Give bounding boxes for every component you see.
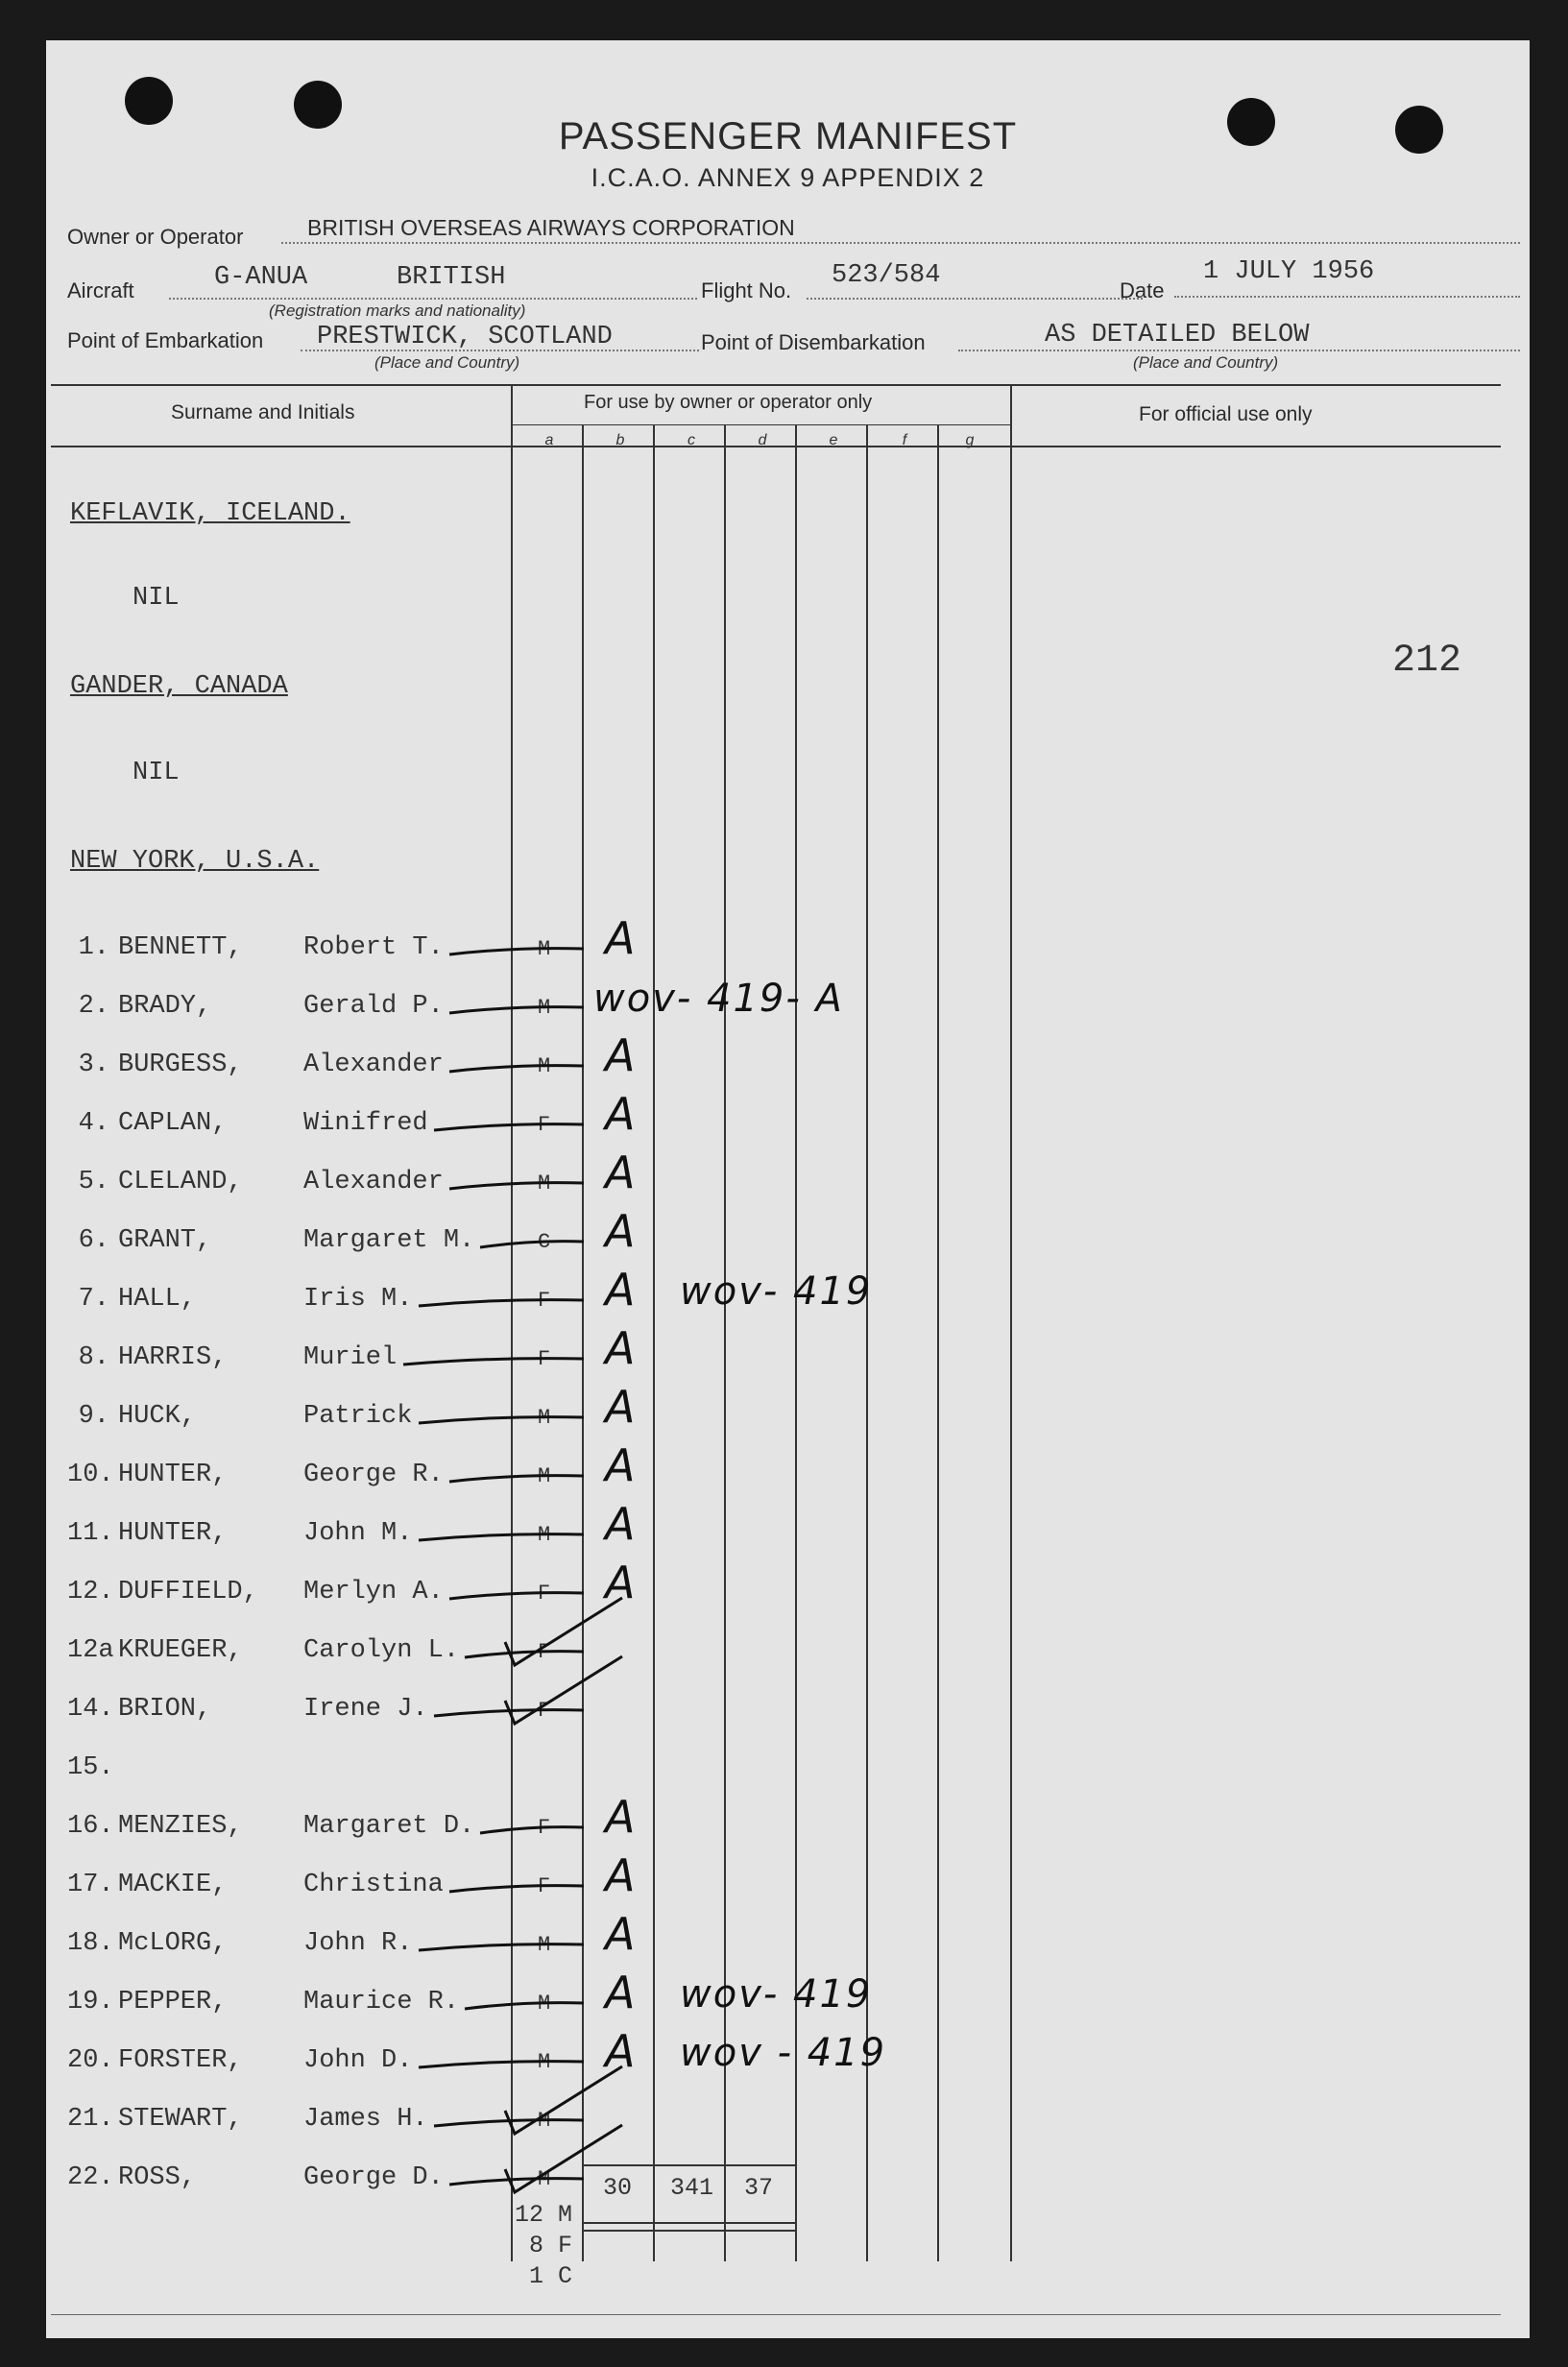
passenger-given-name: Irene J. bbox=[303, 1695, 428, 1724]
passenger-surname: HUNTER, bbox=[118, 1519, 228, 1548]
passenger-number: 19. bbox=[67, 1988, 114, 2017]
passenger-number: 6. bbox=[78, 1226, 109, 1255]
handwritten-mark: A bbox=[605, 1849, 636, 1901]
passenger-given-name: John R. bbox=[303, 1929, 413, 1958]
leader-stroke bbox=[434, 1124, 584, 1130]
handwritten-mark: A bbox=[605, 1322, 636, 1374]
checkmark-stroke bbox=[505, 2125, 622, 2192]
passenger-surname: CLELAND, bbox=[118, 1168, 243, 1196]
passenger-surname: HUNTER, bbox=[118, 1461, 228, 1489]
date-label: Date bbox=[1120, 278, 1165, 302]
leader-stroke bbox=[449, 1476, 584, 1482]
disembarkation-label: Point of Disembarkation bbox=[701, 330, 926, 354]
column-c-header: c bbox=[688, 432, 695, 448]
passenger-number: 20. bbox=[67, 2046, 114, 2075]
summary-child: 1 C bbox=[529, 2262, 573, 2290]
page-number: 212 bbox=[1392, 640, 1462, 683]
handwritten-mark: A bbox=[605, 912, 636, 964]
column-a-header: a bbox=[544, 432, 554, 448]
passenger-number: 7. bbox=[78, 1285, 109, 1314]
passenger-surname: BENNETT, bbox=[118, 933, 243, 962]
owner-label: Owner or Operator bbox=[67, 225, 244, 249]
handwritten-mark: A bbox=[605, 1147, 636, 1198]
passenger-given-name: Carolyn L. bbox=[303, 1636, 460, 1665]
passenger-sex: F bbox=[538, 1582, 551, 1606]
passenger-number: 3. bbox=[78, 1051, 109, 1079]
section-new-york: NEW YORK, U.S.A. bbox=[70, 847, 320, 876]
leader-stroke bbox=[449, 1183, 584, 1189]
aircraft-nationality: BRITISH bbox=[397, 263, 506, 292]
handwritten-note: wov- 419 bbox=[680, 1269, 873, 1314]
leader-stroke bbox=[449, 949, 584, 954]
section-gander: GANDER, CANADA bbox=[70, 672, 288, 701]
handwritten-note: wov - 419 bbox=[680, 2031, 887, 2075]
passenger-surname: KRUEGER, bbox=[118, 1636, 243, 1665]
passenger-sex: F bbox=[538, 1113, 551, 1137]
aircraft-label: Aircraft bbox=[67, 278, 134, 302]
date-value: 1 JULY 1956 bbox=[1203, 257, 1375, 286]
passenger-surname: McLORG, bbox=[118, 1929, 228, 1958]
leader-stroke bbox=[449, 1007, 584, 1013]
leader-stroke bbox=[480, 1827, 584, 1833]
passenger-number: 14. bbox=[67, 1695, 114, 1724]
form-title: PASSENGER MANIFEST bbox=[558, 115, 1018, 157]
passenger-given-name: Muriel bbox=[303, 1343, 398, 1372]
handwritten-note: wov- 419 bbox=[680, 1972, 873, 2017]
passenger-given-name: James H. bbox=[303, 2105, 428, 2134]
passenger-surname: HARRIS, bbox=[118, 1343, 228, 1372]
leader-stroke bbox=[465, 1652, 584, 1657]
checkmark-stroke bbox=[505, 2066, 622, 2134]
flight-number: 523/584 bbox=[832, 261, 941, 290]
leader-stroke bbox=[419, 1534, 584, 1540]
leader-stroke bbox=[419, 2062, 584, 2067]
passenger-surname: PEPPER, bbox=[118, 1988, 228, 2017]
passenger-sex: M bbox=[538, 1933, 551, 1957]
passenger-given-name: Patrick bbox=[303, 1402, 413, 1431]
passenger-surname: ROSS, bbox=[118, 2163, 197, 2192]
column-d-header: d bbox=[758, 432, 767, 448]
passenger-sex: M bbox=[538, 1992, 551, 2016]
handwritten-mark: A bbox=[605, 1908, 636, 1960]
gander-nil: NIL bbox=[133, 759, 180, 787]
passenger-number: 11. bbox=[67, 1519, 114, 1548]
leader-stroke bbox=[449, 1066, 584, 1072]
handwritten-mark: A bbox=[605, 1498, 636, 1550]
handwritten-mark: A bbox=[605, 1439, 636, 1491]
passenger-number: 12a bbox=[67, 1636, 114, 1665]
passenger-given-name: George D. bbox=[303, 2163, 444, 2192]
passenger-sex: M bbox=[538, 937, 551, 961]
passenger-given-name: Gerald P. bbox=[303, 992, 444, 1021]
passenger-number: 18. bbox=[67, 1929, 114, 1958]
passenger-given-name: George R. bbox=[303, 1461, 444, 1489]
column-e-header: e bbox=[829, 432, 838, 448]
column-g-header: g bbox=[965, 432, 975, 448]
registration-note: (Registration marks and nationality) bbox=[269, 302, 526, 320]
total-c: 341 bbox=[670, 2174, 714, 2202]
passenger-given-name: Christina bbox=[303, 1871, 444, 1899]
passenger-given-name: Margaret M. bbox=[303, 1226, 475, 1255]
passenger-surname: HALL, bbox=[118, 1285, 197, 1314]
handwritten-note: wov- 419- A bbox=[593, 977, 844, 1021]
passenger-given-name: Alexander bbox=[303, 1168, 444, 1196]
leader-stroke bbox=[465, 2003, 584, 2009]
checkmark-stroke bbox=[505, 1598, 622, 1665]
handwritten-mark: A bbox=[605, 1029, 636, 1081]
passenger-given-name: John M. bbox=[303, 1519, 413, 1548]
passenger-number: 4. bbox=[78, 1109, 109, 1138]
passenger-sex: F bbox=[538, 1874, 551, 1898]
passenger-number: 9. bbox=[78, 1402, 109, 1431]
passenger-number: 10. bbox=[67, 1461, 114, 1489]
checkmark-stroke bbox=[505, 1656, 622, 1724]
disembarkation-value: AS DETAILED BELOW bbox=[1045, 321, 1310, 350]
leader-stroke bbox=[480, 1242, 584, 1247]
passenger-number: 21. bbox=[67, 2105, 114, 2134]
passenger-given-name: John D. bbox=[303, 2046, 413, 2075]
passenger-sex: M bbox=[538, 1523, 551, 1547]
handwritten-mark: A bbox=[605, 1381, 636, 1433]
passenger-surname: BURGESS, bbox=[118, 1051, 243, 1079]
column-b-header: b bbox=[615, 432, 625, 448]
passenger-sex: M bbox=[538, 2109, 551, 2133]
aircraft-registration: G-ANUA bbox=[214, 263, 308, 292]
leader-stroke bbox=[449, 1886, 584, 1892]
total-b: 30 bbox=[603, 2174, 633, 2202]
leader-stroke bbox=[419, 1300, 584, 1306]
passenger-number: 16. bbox=[67, 1812, 114, 1841]
embarkation-label: Point of Embarkation bbox=[67, 328, 264, 352]
leader-stroke bbox=[449, 2179, 584, 2185]
section-keflavik: KEFLAVIK, ICELAND. bbox=[70, 499, 350, 528]
passenger-sex: M bbox=[538, 1464, 551, 1488]
passenger-number: 2. bbox=[78, 992, 109, 1021]
passenger-surname: FORSTER, bbox=[118, 2046, 243, 2075]
passenger-sex: F bbox=[538, 1699, 551, 1723]
handwritten-mark: A bbox=[605, 1791, 636, 1843]
passenger-surname: STEWART, bbox=[118, 2105, 243, 2134]
passenger-surname: DUFFIELD, bbox=[118, 1578, 258, 1606]
passenger-sex: F bbox=[538, 1816, 551, 1840]
passenger-number: 8. bbox=[78, 1343, 109, 1372]
passenger-number: 12. bbox=[67, 1578, 114, 1606]
passenger-number: 15. bbox=[67, 1753, 114, 1782]
total-d: 37 bbox=[744, 2174, 774, 2202]
official-use-header: For official use only bbox=[1139, 403, 1313, 425]
manifest-page bbox=[46, 40, 1530, 2338]
passenger-given-name: Alexander bbox=[303, 1051, 444, 1079]
passenger-surname: HUCK, bbox=[118, 1402, 197, 1431]
leader-stroke bbox=[403, 1359, 584, 1365]
passenger-number: 5. bbox=[78, 1168, 109, 1196]
passenger-sex: F bbox=[538, 1640, 551, 1664]
passenger-surname: MENZIES, bbox=[118, 1812, 243, 1841]
passenger-surname: GRANT, bbox=[118, 1226, 212, 1255]
passenger-sex: C bbox=[538, 1230, 551, 1254]
passenger-number: 17. bbox=[67, 1871, 114, 1899]
passenger-sex: M bbox=[538, 1054, 551, 1078]
form-subtitle: I.C.A.O. ANNEX 9 APPENDIX 2 bbox=[591, 163, 985, 192]
handwritten-mark: A bbox=[605, 2025, 636, 2077]
passenger-sex: F bbox=[538, 1289, 551, 1313]
passenger-sex: M bbox=[538, 1171, 551, 1196]
passenger-given-name: Winifred bbox=[303, 1109, 428, 1138]
passenger-sex: M bbox=[538, 2050, 551, 2074]
leader-stroke bbox=[419, 1417, 584, 1423]
handwritten-mark: A bbox=[605, 1264, 636, 1316]
passenger-surname: CAPLAN, bbox=[118, 1109, 228, 1138]
owner-value: BRITISH OVERSEAS AIRWAYS CORPORATION bbox=[307, 215, 795, 240]
disembarkation-note: (Place and Country) bbox=[1133, 353, 1279, 372]
passenger-surname: BRADY, bbox=[118, 992, 212, 1021]
passenger-sex: F bbox=[538, 1347, 551, 1371]
summary-female: 8 F bbox=[529, 2232, 573, 2259]
summary-male: 12 M bbox=[515, 2201, 573, 2229]
handwritten-strokes bbox=[46, 40, 1530, 2338]
leader-stroke bbox=[419, 1944, 584, 1950]
owner-use-header: For use by owner or operator only bbox=[584, 392, 873, 413]
handwritten-mark: A bbox=[605, 1205, 636, 1257]
flight-label: Flight No. bbox=[701, 278, 792, 302]
passenger-number: 1. bbox=[78, 933, 109, 962]
embarkation-value: PRESTWICK, SCOTLAND bbox=[317, 323, 613, 351]
passenger-sex: M bbox=[538, 996, 551, 1020]
passenger-sex: M bbox=[538, 1406, 551, 1430]
passenger-given-name: Margaret D. bbox=[303, 1812, 475, 1841]
embarkation-note: (Place and Country) bbox=[374, 353, 520, 372]
surname-column-header: Surname and Initials bbox=[171, 401, 355, 423]
keflavik-nil: NIL bbox=[133, 584, 180, 613]
passenger-given-name: Iris M. bbox=[303, 1285, 413, 1314]
passenger-given-name: Merlyn A. bbox=[303, 1578, 444, 1606]
handwritten-mark: A bbox=[605, 1967, 636, 2018]
leader-stroke bbox=[449, 1593, 584, 1599]
passenger-given-name: Maurice R. bbox=[303, 1988, 460, 2017]
passenger-number: 22. bbox=[67, 2163, 114, 2192]
handwritten-mark: A bbox=[605, 1088, 636, 1140]
passenger-surname: MACKIE, bbox=[118, 1871, 228, 1899]
passenger-surname: BRION, bbox=[118, 1695, 212, 1724]
handwritten-mark: A bbox=[605, 1557, 636, 1608]
passenger-sex: M bbox=[538, 2167, 551, 2191]
column-f-header: f bbox=[902, 432, 907, 448]
passenger-given-name: Robert T. bbox=[303, 933, 444, 962]
